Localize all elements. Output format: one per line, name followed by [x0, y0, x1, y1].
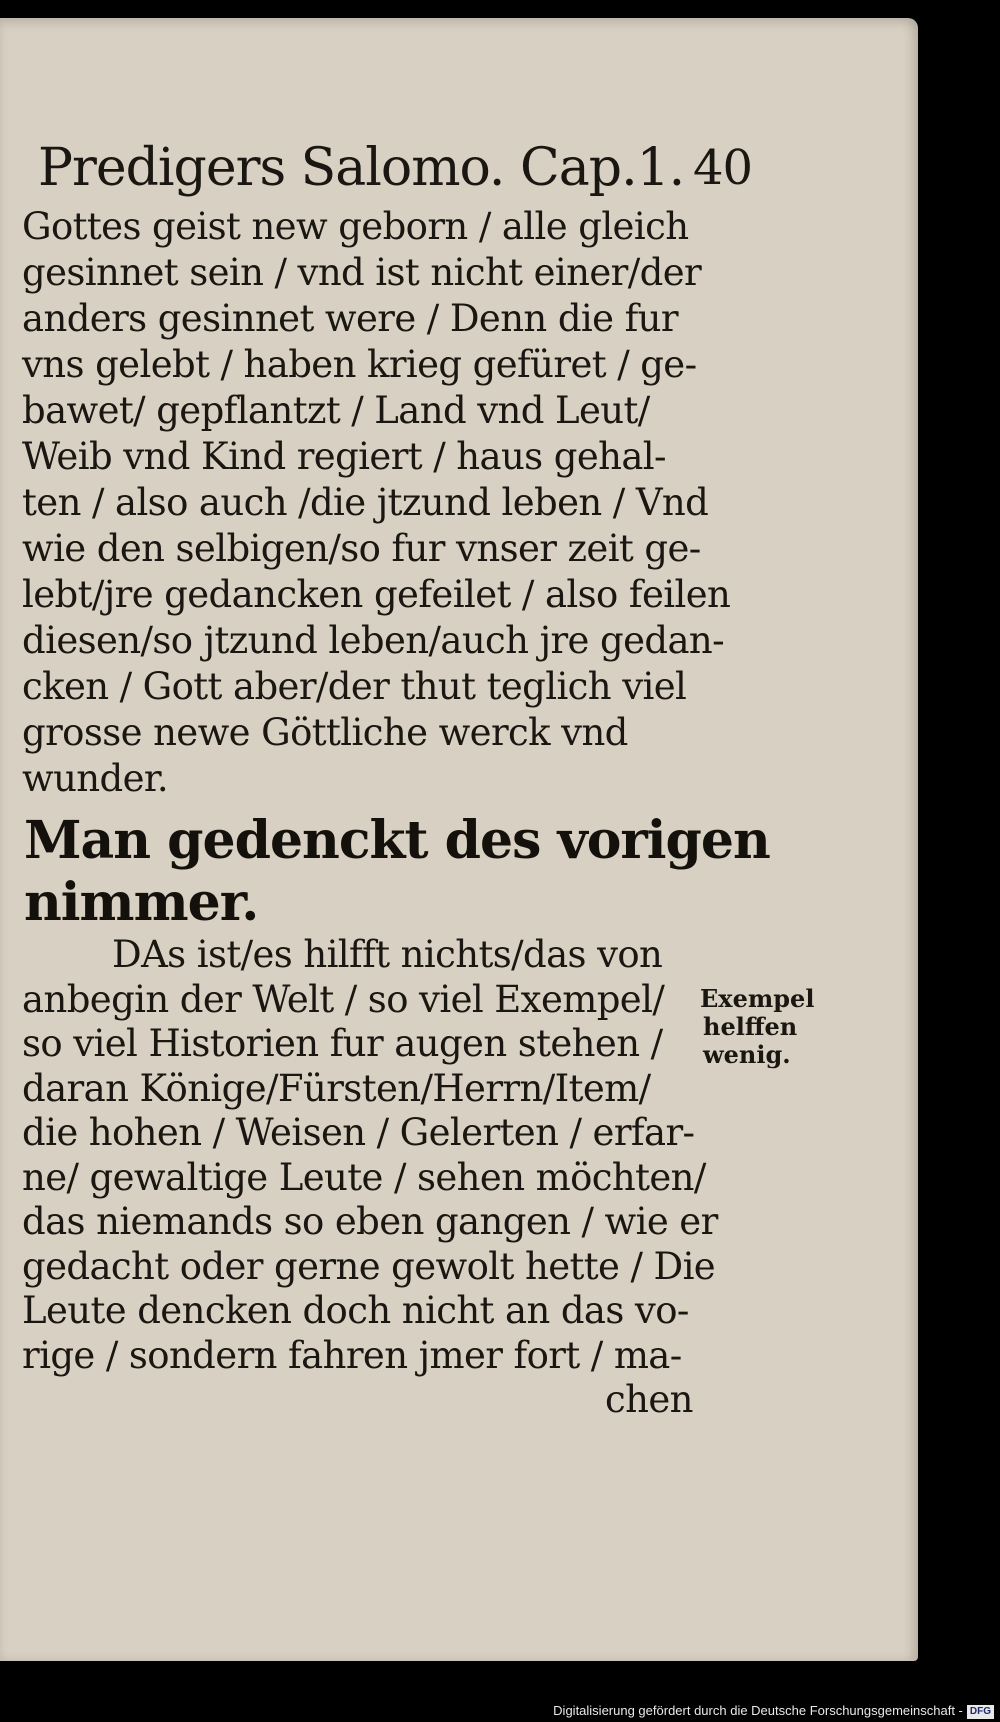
text-line: diesen/so jtzund leben/auch jre gedan-: [22, 619, 725, 662]
text-line: anders gesinnet were / Denn die fur: [22, 297, 679, 340]
text-line: vns gelebt / haben krieg gefüret / ge-: [22, 343, 697, 386]
running-title: Predigers Salomo. Cap.1.: [38, 138, 685, 198]
text-line: lebt/jre gedancken gefeilet / also feilen: [22, 573, 731, 616]
dfg-logo: DFG: [967, 1705, 994, 1719]
digitization-footer: [0, 1700, 1000, 1722]
text-line: bawet/ gepflantzt / Land vnd Leut/: [22, 389, 650, 432]
text-line: ten / also auch /die jtzund leben / Vnd: [22, 481, 709, 524]
paragraph-2: [22, 933, 718, 1423]
section-heading: [24, 810, 770, 934]
text-line: daran Könige/Fürsten/Herrn/Item/: [22, 1066, 651, 1110]
heading-line: Man gedenckt des vorigen: [24, 810, 770, 871]
text-line: ne/ gewaltige Leute / sehen möchten/: [22, 1155, 706, 1199]
text-line: gedacht oder gerne gewolt hette / Die: [22, 1244, 716, 1288]
catchword: chen: [605, 1378, 693, 1421]
text-line: anbegin der Welt / so viel Exempel/: [22, 977, 665, 1021]
text-line: das niemands so eben gangen / wie er: [22, 1200, 718, 1243]
page-header: [38, 136, 768, 200]
text-line: rige / sondern fahren jmer fort / ma-: [22, 1333, 682, 1377]
marginal-line: helffen: [703, 1012, 798, 1041]
text-line: die hohen / Weisen / Gelerten / erfar-: [22, 1111, 695, 1154]
text-line: gesinnet sein / vnd ist nicht einer/der: [22, 251, 702, 294]
text-line: wunder.: [22, 757, 169, 800]
folio-number: 40: [693, 140, 753, 196]
funding-credit: Digitalisierung gefördert durch die Deutsche Forschungsgemeinschaft -: [553, 1703, 963, 1718]
book-page: [0, 18, 918, 1661]
text-line: grosse newe Göttliche werck vnd: [22, 711, 628, 754]
text-line: Leute dencken doch nicht an das vo-: [22, 1289, 689, 1332]
text-line: DAs ist/es hilfft nichts/das von: [112, 933, 663, 976]
marginal-line: wenig.: [703, 1040, 791, 1069]
text-line: so viel Historien fur augen stehen /: [22, 1022, 663, 1065]
text-line: Gottes geist new geborn / alle gleich: [22, 205, 689, 248]
paragraph-1: [22, 204, 731, 802]
text-line: cken / Gott aber/der thut teglich viel: [22, 665, 687, 708]
heading-line: nimmer.: [24, 872, 259, 933]
marginal-line: Exempel: [700, 984, 815, 1013]
text-line: Weib vnd Kind regiert / haus gehal-: [22, 435, 666, 478]
text-line: wie den selbigen/so fur vnser zeit ge-: [22, 527, 701, 570]
marginal-note: [700, 985, 814, 1069]
